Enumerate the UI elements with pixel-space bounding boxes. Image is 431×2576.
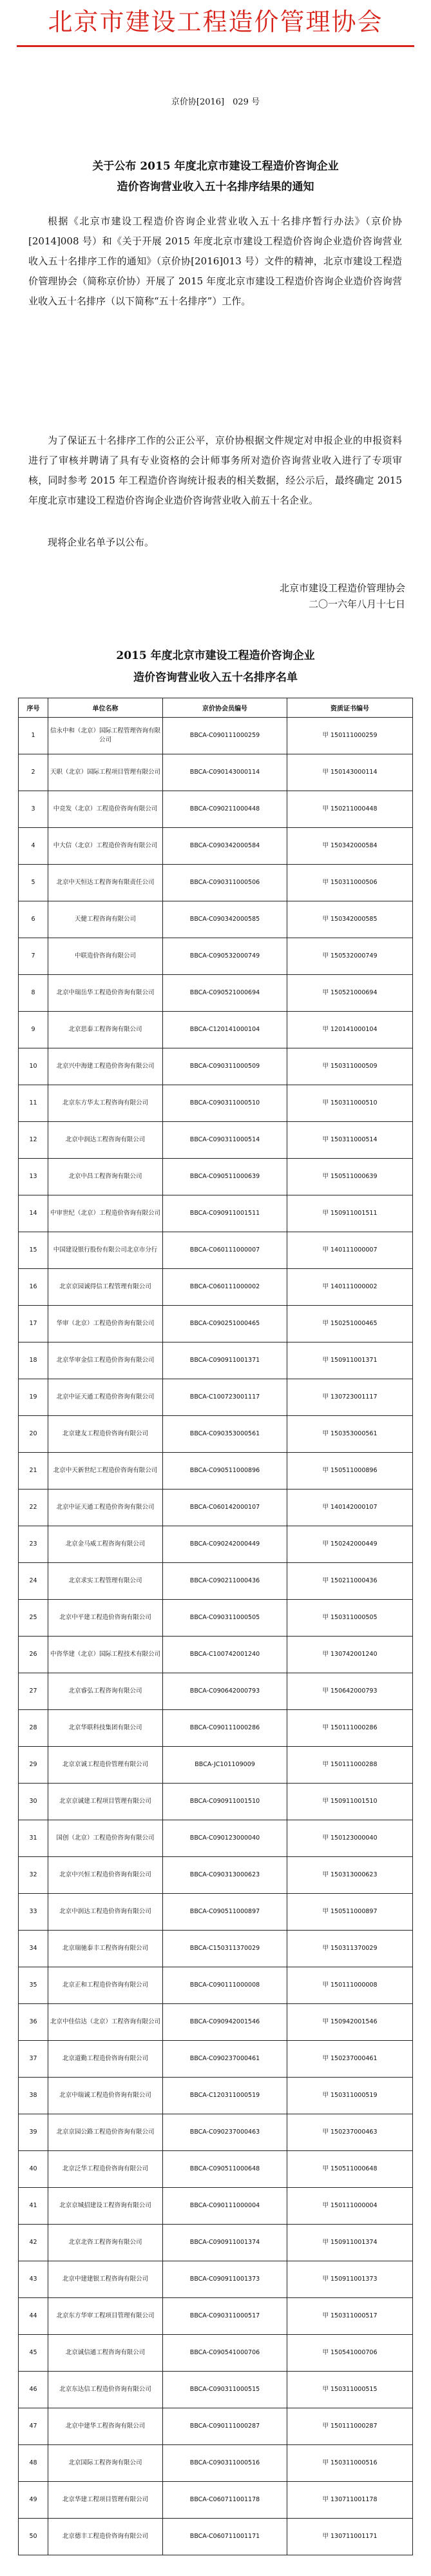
table-row: [19, 754, 413, 791]
qualification-number-cell: 甲 150237000463: [287, 2114, 413, 2151]
qualification-number-cell: 甲 150111000286: [287, 1710, 413, 1747]
table-row: [19, 865, 413, 901]
rank-cell: 8: [19, 975, 48, 1012]
table-row: [19, 901, 413, 938]
rank-cell: 42: [19, 2225, 48, 2261]
member-number-cell: BBCA-C090911001374: [163, 2225, 287, 2261]
qualification-number-cell: 甲 130711001178: [287, 2482, 413, 2519]
rank-cell: 11: [19, 1085, 48, 1122]
ranking-table-body: [19, 718, 413, 2555]
company-name-cell: 北京中瑞岳华工程造价咨询有限公司: [48, 975, 163, 1012]
qualification-number-cell: 甲 150311000514: [287, 1122, 413, 1159]
table-row: [19, 1600, 413, 1637]
rank-cell: 19: [19, 1379, 48, 1416]
qualification-number-cell: 甲 150511000639: [287, 1159, 413, 1195]
member-number-cell: BBCA-C150311370029: [163, 1931, 287, 1967]
rank-cell: 28: [19, 1710, 48, 1747]
member-number-cell: BBCA-C090237000461: [163, 2041, 287, 2078]
table-row: [19, 2445, 413, 2482]
qualification-number-cell: 甲 150353000561: [287, 1416, 413, 1453]
notice-title-line-2: 造价咨询营业收入五十名排序结果的通知: [117, 181, 314, 193]
rank-cell: 31: [19, 1820, 48, 1857]
member-number-cell: BBCA-C060711001171: [163, 2519, 287, 2555]
qualification-number-cell: 甲 150311000509: [287, 1048, 413, 1085]
member-number-cell: BBCA-C090342000584: [163, 828, 287, 865]
member-number-cell: BBCA-C090311000505: [163, 1600, 287, 1637]
company-name-cell: 华审（北京）工程造价咨询有限公司: [48, 1306, 163, 1342]
rank-cell: 12: [19, 1122, 48, 1159]
header-red-rule: [17, 45, 414, 47]
member-number-cell: BBCA-C090251000465: [163, 1306, 287, 1342]
rank-cell: 30: [19, 1784, 48, 1820]
table-row: [19, 2151, 413, 2188]
qualification-number-cell: 甲 150237000461: [287, 2041, 413, 2078]
company-name-cell: 中大信（北京）工程造价咨询有限公司: [48, 828, 163, 865]
company-name-cell: 北京京诚工程造价管理有限公司: [48, 1747, 163, 1784]
qualification-number-cell: 甲 140111000007: [287, 1232, 413, 1269]
member-number-cell: BBCA-C090211000436: [163, 1563, 287, 1600]
company-name-cell: 国创（北京）工程造价咨询有限公司: [48, 1820, 163, 1857]
rank-cell: 47: [19, 2408, 48, 2445]
member-number-cell: BBCA-C090111000286: [163, 1710, 287, 1747]
table-row: [19, 1490, 413, 1526]
table-row: [19, 1085, 413, 1122]
rank-cell: 22: [19, 1490, 48, 1526]
member-number-cell: BBCA-C090942001546: [163, 2004, 287, 2041]
company-name-cell: 北京华审金信工程造价咨询有限公司: [48, 1342, 163, 1379]
header-company-name: 单位名称: [48, 698, 163, 718]
company-name-cell: 信永中和（北京）国际工程管理咨询有限公司: [48, 718, 163, 754]
rank-cell: 5: [19, 865, 48, 901]
member-number-cell: BBCA-C090111000008: [163, 1967, 287, 2004]
company-name-cell: 北京德丰工程造价咨询有限公司: [48, 2519, 163, 2555]
qualification-number-cell: 甲 150911001373: [287, 2261, 413, 2298]
ranking-table-title: [39, 645, 392, 689]
member-number-cell: BBCA-C090237000463: [163, 2114, 287, 2151]
company-name-cell: 北京京诚建工程项目管理有限公司: [48, 1784, 163, 1820]
company-name-cell: 北京金马威工程咨询有限公司: [48, 1526, 163, 1563]
company-name-cell: 北京京城招建设工程咨询有限公司: [48, 2188, 163, 2225]
table-row: [19, 2372, 413, 2408]
table-row: [19, 2114, 413, 2151]
body-paragraph-1: 根据《北京市建设工程造价咨询企业营业收入五十名排序暂行办法》（京价协[2014]008 号）和《关于开展 2015 年度北京市建设工程造价咨询企业造价咨询营业收入五十名排序工作的通知》（京价协[2016]013 号）文件的精神，北京市建设工程造价管理协会（简称京价协）开展了 2015 年度北京市建设工程造价咨询企业造价咨询营业收入五十名排序（以下简称“五十名排序”）工作。: [28, 215, 402, 307]
table-row: [19, 1747, 413, 1784]
company-name-cell: 中竞发（北京）工程造价咨询有限公司: [48, 791, 163, 828]
rank-cell: 9: [19, 1012, 48, 1048]
company-name-cell: 北京东达信工程造价咨询有限公司: [48, 2372, 163, 2408]
company-name-cell: 北京中天新世纪工程造价咨询有限公司: [48, 1453, 163, 1490]
rank-cell: 15: [19, 1232, 48, 1269]
qualification-number-cell: 甲 150511000648: [287, 2151, 413, 2188]
rank-cell: 23: [19, 1526, 48, 1563]
member-number-cell: BBCA-C090353000561: [163, 1416, 287, 1453]
company-name-cell: 中审世纪（北京）工程造价咨询有限公司: [48, 1195, 163, 1232]
header-rank: 序号: [19, 698, 48, 718]
qualification-number-cell: 甲 150532000749: [287, 938, 413, 975]
rank-cell: 2: [19, 754, 48, 791]
member-number-cell: BBCA-C090532000749: [163, 938, 287, 975]
company-name-cell: 北京中建建银工程咨询有限公司: [48, 2261, 163, 2298]
rank-cell: 50: [19, 2519, 48, 2555]
table-row: [19, 1820, 413, 1857]
company-name-cell: 北京瑞驰泰丰工程咨询有限公司: [48, 1931, 163, 1967]
qualification-number-cell: 甲 150342000585: [287, 901, 413, 938]
member-number-cell: BBCA-C090111000259: [163, 718, 287, 754]
rank-cell: 27: [19, 1673, 48, 1710]
company-name-cell: 北京中天恒达工程咨询有限责任公司: [48, 865, 163, 901]
rank-cell: 24: [19, 1563, 48, 1600]
company-name-cell: 北京国际工程咨询有限公司: [48, 2445, 163, 2482]
rank-cell: 1: [19, 718, 48, 754]
qualification-number-cell: 甲 150311000517: [287, 2298, 413, 2335]
rank-cell: 44: [19, 2298, 48, 2335]
company-name-cell: 中国建设银行股份有限公司北京市分行: [48, 1232, 163, 1269]
rank-cell: 25: [19, 1600, 48, 1637]
table-row: [19, 1453, 413, 1490]
table-row: [19, 1857, 413, 1894]
table-row: [19, 1269, 413, 1306]
qualification-number-cell: 甲 150911001371: [287, 1342, 413, 1379]
table-row: [19, 1894, 413, 1931]
member-number-cell: BBCA-C090911001373: [163, 2261, 287, 2298]
qualification-number-cell: 甲 150251000465: [287, 1306, 413, 1342]
qualification-number-cell: 甲 150911001374: [287, 2225, 413, 2261]
ranking-table: [18, 698, 413, 2555]
rank-cell: 37: [19, 2041, 48, 2078]
member-number-cell: BBCA-C090521000694: [163, 975, 287, 1012]
company-name-cell: 北京正和工程造价咨询有限公司: [48, 1967, 163, 2004]
rank-cell: 13: [19, 1159, 48, 1195]
member-number-cell: BBCA-C060111000002: [163, 1269, 287, 1306]
rank-cell: 48: [19, 2445, 48, 2482]
company-name-cell: 北京北咨工程咨询有限公司: [48, 2225, 163, 2261]
qualification-number-cell: 甲 150642000793: [287, 1673, 413, 1710]
table-row: [19, 2519, 413, 2555]
table-row: [19, 1048, 413, 1085]
table-row: [19, 938, 413, 975]
company-name-cell: 北京建友工程造价咨询有限公司: [48, 1416, 163, 1453]
qualification-number-cell: 甲 150311000515: [287, 2372, 413, 2408]
member-number-cell: BBCA-C100723001117: [163, 1379, 287, 1416]
qualification-number-cell: 甲 150111000288: [287, 1747, 413, 1784]
member-number-cell: BBCA-C090541000706: [163, 2335, 287, 2372]
rank-cell: 16: [19, 1269, 48, 1306]
rank-cell: 14: [19, 1195, 48, 1232]
qualification-number-cell: 甲 150143000114: [287, 754, 413, 791]
table-row: [19, 975, 413, 1012]
table-row: [19, 828, 413, 865]
company-name-cell: 中联造价咨询有限公司: [48, 938, 163, 975]
member-number-cell: BBCA-C090511000648: [163, 2151, 287, 2188]
rank-cell: 17: [19, 1306, 48, 1342]
table-row: [19, 1122, 413, 1159]
qualification-number-cell: 甲 150511000896: [287, 1453, 413, 1490]
member-number-cell: BBCA-C090511000897: [163, 1894, 287, 1931]
member-number-cell: BBCA-C090311000509: [163, 1048, 287, 1085]
notice-title: [39, 156, 392, 197]
qualification-number-cell: 甲 150311000510: [287, 1085, 413, 1122]
table-row: [19, 2408, 413, 2445]
signature-block: [280, 580, 405, 613]
qualification-number-cell: 甲 150123000040: [287, 1820, 413, 1857]
member-number-cell: BBCA-C060142000107: [163, 1490, 287, 1526]
member-number-cell: BBCA-C100742001240: [163, 1637, 287, 1673]
ranking-table-title-line-1: 2015 年度北京市建设工程造价咨询企业: [116, 649, 315, 662]
qualification-number-cell: 甲 150311000519: [287, 2078, 413, 2114]
rank-cell: 4: [19, 828, 48, 865]
association-header-title: 北京市建设工程造价管理协会: [48, 8, 383, 36]
rank-cell: 3: [19, 791, 48, 828]
company-name-cell: 中咨华建（北京）国际工程技术有限公司: [48, 1637, 163, 1673]
qualification-number-cell: 甲 150911001510: [287, 1784, 413, 1820]
member-number-cell: BBCA-C120141000104: [163, 1012, 287, 1048]
company-name-cell: 北京东方华太工程咨询有限公司: [48, 1085, 163, 1122]
member-number-cell: BBCA-C090311000517: [163, 2298, 287, 2335]
header-member-number: 京价协会员编号: [163, 698, 287, 718]
company-name-cell: 北京中兴恒工程造价咨询有限公司: [48, 1857, 163, 1894]
ranking-table-header-row: [19, 698, 413, 718]
qualification-number-cell: 甲 150211000436: [287, 1563, 413, 1600]
member-number-cell: BBCA-JC101109009: [163, 1747, 287, 1784]
table-row: [19, 1637, 413, 1673]
rank-cell: 26: [19, 1637, 48, 1673]
table-row: [19, 1673, 413, 1710]
qualification-number-cell: 甲 150541000706: [287, 2335, 413, 2372]
member-number-cell: BBCA-C090311000515: [163, 2372, 287, 2408]
table-row: [19, 1710, 413, 1747]
member-number-cell: BBCA-C090642000793: [163, 1673, 287, 1710]
table-row: [19, 1232, 413, 1269]
table-row: [19, 1967, 413, 2004]
company-name-cell: 北京中润达工程造价咨询有限公司: [48, 1894, 163, 1931]
member-number-cell: BBCA-C090311000506: [163, 865, 287, 901]
member-number-cell: BBCA-C090311000516: [163, 2445, 287, 2482]
member-number-cell: BBCA-C090511000639: [163, 1159, 287, 1195]
company-name-cell: 北京中佳信达（北京）工程咨询有限公司: [48, 2004, 163, 2041]
member-number-cell: BBCA-C120311000519: [163, 2078, 287, 2114]
qualification-number-cell: 甲 150342000584: [287, 828, 413, 865]
company-name-cell: 北京思泰工程咨询有限公司: [48, 1012, 163, 1048]
rank-cell: 45: [19, 2335, 48, 2372]
body-paragraph-2: 为了保证五十名排序工作的公正公平，京价协根据文件规定对申报企业的申报资料进行了审核并聘请了具有专业资格的会计师事务所对造价咨询营业收入进行了专项审核，同时参考 2015 年工程造价咨询统计报表的相关数据，经公示后，最终确定 2015 年度北京市建设工程造价咨询企业造价咨询营业收入前五十名企业。: [28, 435, 402, 506]
rank-cell: 18: [19, 1342, 48, 1379]
table-row: [19, 1379, 413, 1416]
rank-cell: 43: [19, 2261, 48, 2298]
table-row: [19, 1342, 413, 1379]
table-row: [19, 2078, 413, 2114]
rank-cell: 32: [19, 1857, 48, 1894]
table-row: [19, 1012, 413, 1048]
company-name-cell: 天职（北京）国际工程项目管理有限公司: [48, 754, 163, 791]
qualification-number-cell: 甲 130742001240: [287, 1637, 413, 1673]
member-number-cell: BBCA-C060711001178: [163, 2482, 287, 2519]
company-name-cell: 北京中瑞诚工程造价咨询有限公司: [48, 2078, 163, 2114]
table-row: [19, 1931, 413, 1967]
rank-cell: 38: [19, 2078, 48, 2114]
rank-cell: 49: [19, 2482, 48, 2519]
document-number: 京价协[2016] 029 号: [171, 97, 260, 107]
member-number-cell: BBCA-C060111000007: [163, 1232, 287, 1269]
company-name-cell: 北京华建工程项目管理有限公司: [48, 2482, 163, 2519]
rank-cell: 21: [19, 1453, 48, 1490]
table-row: [19, 2298, 413, 2335]
table-row: [19, 1159, 413, 1195]
member-number-cell: BBCA-C090511000896: [163, 1453, 287, 1490]
qualification-number-cell: 甲 150111000004: [287, 2188, 413, 2225]
company-name-cell: 北京华联科技集团有限公司: [48, 1710, 163, 1747]
notice-title-line-1: 关于公布 2015 年度北京市建设工程造价咨询企业: [92, 160, 339, 173]
company-name-cell: 北京诚信通工程咨询有限公司: [48, 2335, 163, 2372]
member-number-cell: BBCA-C090911001371: [163, 1342, 287, 1379]
company-name-cell: 天健工程咨询有限公司: [48, 901, 163, 938]
company-name-cell: 北京睿弘工程咨询有限公司: [48, 1673, 163, 1710]
company-name-cell: 北京中平建工程造价咨询有限公司: [48, 1600, 163, 1637]
table-row: [19, 2335, 413, 2372]
rank-cell: 29: [19, 1747, 48, 1784]
qualification-number-cell: 甲 150521000694: [287, 975, 413, 1012]
qualification-number-cell: 甲 140142000107: [287, 1490, 413, 1526]
company-name-cell: 北京兴中海建工程造价咨询有限公司: [48, 1048, 163, 1085]
member-number-cell: BBCA-C090342000585: [163, 901, 287, 938]
qualification-number-cell: 甲 150111000259: [287, 718, 413, 754]
member-number-cell: BBCA-C090242000449: [163, 1526, 287, 1563]
qualification-number-cell: 甲 150242000449: [287, 1526, 413, 1563]
qualification-number-cell: 甲 150211000448: [287, 791, 413, 828]
table-row: [19, 2482, 413, 2519]
rank-cell: 35: [19, 1967, 48, 2004]
table-row: [19, 791, 413, 828]
company-name-cell: 北京中证天通工程造价咨询有限公司: [48, 1379, 163, 1416]
table-row: [19, 1306, 413, 1342]
member-number-cell: BBCA-C090311000514: [163, 1122, 287, 1159]
rank-cell: 39: [19, 2114, 48, 2151]
header-qualification-number: 资质证书编号: [287, 698, 413, 718]
member-number-cell: BBCA-C090911001511: [163, 1195, 287, 1232]
table-row: [19, 1784, 413, 1820]
member-number-cell: BBCA-C090211000448: [163, 791, 287, 828]
table-row: [19, 1195, 413, 1232]
qualification-number-cell: 甲 150311000505: [287, 1600, 413, 1637]
company-name-cell: 北京求实工程管理有限公司: [48, 1563, 163, 1600]
company-name-cell: 北京中建华工程咨询有限公司: [48, 2408, 163, 2445]
qualification-number-cell: 甲 150111000008: [287, 1967, 413, 2004]
qualification-number-cell: 甲 140111000002: [287, 1269, 413, 1306]
table-row: [19, 718, 413, 754]
rank-cell: 10: [19, 1048, 48, 1085]
rank-cell: 6: [19, 901, 48, 938]
rank-cell: 20: [19, 1416, 48, 1453]
company-name-cell: 北京中润达工程咨询有限公司: [48, 1122, 163, 1159]
rank-cell: 40: [19, 2151, 48, 2188]
body-paragraph-3: 现将企业名单予以公布。: [48, 536, 155, 548]
company-name-cell: 北京道勤工程造价咨询有限公司: [48, 2041, 163, 2078]
qualification-number-cell: 甲 150311000506: [287, 865, 413, 901]
company-name-cell: 北京东方华审工程项目管理有限公司: [48, 2298, 163, 2335]
table-row: [19, 1416, 413, 1453]
company-name-cell: 北京泛华工程造价咨询有限公司: [48, 2151, 163, 2188]
table-row: [19, 2041, 413, 2078]
qualification-number-cell: 甲 150911001511: [287, 1195, 413, 1232]
qualification-number-cell: 甲 150942001546: [287, 2004, 413, 2041]
qualification-number-cell: 甲 150511000897: [287, 1894, 413, 1931]
rank-cell: 34: [19, 1931, 48, 1967]
qualification-number-cell: 甲 120141000104: [287, 1012, 413, 1048]
table-row: [19, 1526, 413, 1563]
member-number-cell: BBCA-C090123000040: [163, 1820, 287, 1857]
company-name-cell: 北京中证天通工程造价咨询有限公司: [48, 1490, 163, 1526]
member-number-cell: BBCA-C090313000623: [163, 1857, 287, 1894]
table-row: [19, 2225, 413, 2261]
rank-cell: 41: [19, 2188, 48, 2225]
table-row: [19, 1563, 413, 1600]
rank-cell: 33: [19, 1894, 48, 1931]
company-name-cell: 北京中昌工程咨询有限公司: [48, 1159, 163, 1195]
company-name-cell: 北京京园公路工程造价咨询有限公司: [48, 2114, 163, 2151]
member-number-cell: BBCA-C090111000287: [163, 2408, 287, 2445]
rank-cell: 36: [19, 2004, 48, 2041]
signature-date: 二〇一六年八月十七日: [308, 598, 405, 610]
rank-cell: 46: [19, 2372, 48, 2408]
signature-organization: 北京市建设工程造价管理协会: [279, 582, 405, 594]
rank-cell: 7: [19, 938, 48, 975]
company-name-cell: 北京京园诚得信工程管理有限公司: [48, 1269, 163, 1306]
member-number-cell: BBCA-C090143000114: [163, 754, 287, 791]
table-row: [19, 2188, 413, 2225]
table-row: [19, 2261, 413, 2298]
member-number-cell: BBCA-C090911001510: [163, 1784, 287, 1820]
qualification-number-cell: 甲 130723001117: [287, 1379, 413, 1416]
member-number-cell: BBCA-C090111000004: [163, 2188, 287, 2225]
qualification-number-cell: 甲 150111000287: [287, 2408, 413, 2445]
qualification-number-cell: 甲 130711001171: [287, 2519, 413, 2555]
qualification-number-cell: 甲 150311370029: [287, 1931, 413, 1967]
table-row: [19, 2004, 413, 2041]
qualification-number-cell: 甲 150313000623: [287, 1857, 413, 1894]
ranking-table-title-line-2: 造价咨询营业收入五十名排序名单: [133, 671, 298, 684]
qualification-number-cell: 甲 150311000516: [287, 2445, 413, 2482]
member-number-cell: BBCA-C090311000510: [163, 1085, 287, 1122]
